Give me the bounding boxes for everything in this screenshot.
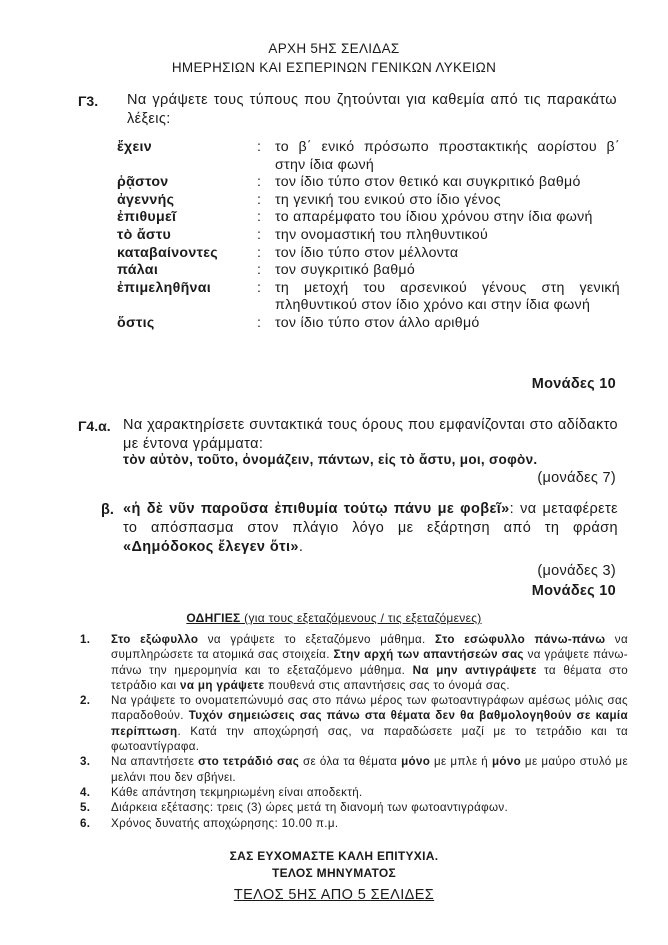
instruction-fragment: να γράψετε το εξεταζόμενο μάθημα.: [198, 633, 436, 646]
instruction-number: 4.: [80, 785, 91, 799]
word: ῥᾷστον: [117, 174, 169, 191]
question-g4a-prompt: Να χαρακτηρίσετε συντακτικά τους όρους που εμφανίζονται στο αδίδακτο με έντονα γράμματα:: [123, 417, 618, 452]
question-g3-prompt: Να γράψετε τους τύπους που ζητούνται για καθεμία από τις παρακάτω λέξεις:: [127, 92, 617, 127]
instructions-title-rest: (για τους εξεταζόμενους / τις εξεταζόμενες): [240, 611, 482, 625]
instruction-fragment: να συμπληρώσετε τα ατομικά σας στοιχεία.: [111, 633, 628, 662]
instruction-text: [111, 632, 628, 693]
instruction-fragment: Κάθε απάντηση τεκμηριωμένη είναι αποδεκτή.: [111, 785, 363, 799]
instruction-item: [80, 785, 628, 800]
instructions-title: [0, 611, 668, 625]
instruction-text: [111, 800, 628, 815]
instruction-emphasis: στο τετράδιό σας: [198, 755, 300, 769]
instruction-text: [111, 754, 628, 785]
word-row: [117, 245, 620, 263]
g4b-instruction: : να μεταφέρετε το απόσπασμα στον πλάγιο λόγο με εξάρτηση από τη φράση: [123, 501, 619, 536]
instruction-fragment: σε όλα τα θέματα: [299, 755, 402, 769]
instruction-emphasis: να μη γράψετε: [180, 678, 265, 692]
word-row: [117, 174, 620, 192]
instruction-fragment: να γράψετε πάνω-πάνω την ημερομηνία και το εξεταζόμενο μάθημα.: [111, 648, 628, 677]
instruction-number: 3.: [80, 755, 91, 769]
instructions-list: [80, 632, 628, 831]
word-row: [117, 192, 620, 210]
word-task: το απαρέμφατο του ίδιου χρόνου στην ίδια φωνή: [275, 209, 593, 226]
instruction-fragment: Να γράψετε το ονοματεπώνυμό σας στο πάνω μέρος των φωτοαντιγράφων αμέσως μόλις σας παραδοθούν.: [111, 694, 628, 723]
colon: :: [257, 279, 262, 296]
closing-end-message: ΤΕΛΟΣ ΜΗΝΥΜΑΤΟΣ: [271, 866, 397, 880]
closing-wishes: ΣΑΣ ΕΥΧΟΜΑΣΤΕ ΚΑΛΗ ΕΠΙΤΥΧΙΑ.: [229, 849, 439, 863]
word: ἀγεννής: [117, 191, 175, 208]
question-g4a-terms: τὸν αὐτὸν, τοῦτο, ὀνομάζειν, πάντων, εἰς τὸ ἄστυ, μοι, σοφὸν.: [123, 452, 538, 467]
instruction-fragment: με μπλε ή: [430, 755, 492, 769]
instruction-emphasis: Στο εσώφυλλο πάνω-πάνω: [435, 633, 606, 646]
instruction-fragment: Να απαντήσετε: [111, 755, 199, 769]
word-task: τον ίδιο τύπο στον άλλο αριθμό: [275, 314, 480, 331]
colon: :: [257, 191, 262, 208]
word-row: [117, 315, 620, 333]
word-row: [117, 280, 620, 315]
instruction-number: 2.: [80, 694, 91, 708]
colon: :: [257, 262, 262, 279]
instruction-text: [111, 816, 628, 831]
word: ἐπιθυμεῖ: [117, 209, 177, 226]
instruction-item: [80, 800, 628, 815]
instruction-item: [80, 632, 628, 693]
instruction-fragment: . Κατά την αποχώρησή σας, να παραδώσετε μαζί με το τετράδιο και τα φωτοαντίγραφα.: [111, 724, 628, 754]
colon: :: [257, 174, 262, 191]
instruction-emphasis: Στην αρχή των απαντήσεών σας: [333, 648, 524, 662]
word-row: [117, 227, 620, 245]
word-task: τον συγκριτικό βαθμό: [275, 262, 416, 279]
instruction-emphasis: Στο εξώφυλλο: [111, 633, 199, 646]
instruction-text: [111, 693, 628, 754]
colon: :: [257, 244, 262, 261]
question-g3-label: Γ3.: [78, 93, 99, 109]
instructions-title-bold: ΟΔΗΓΙΕΣ: [186, 611, 241, 625]
colon: :: [257, 226, 262, 243]
page-header-school: ΗΜΕΡΗΣΙΩΝ ΚΑΙ ΕΣΠΕΡΙΝΩΝ ΓΕΝΙΚΩΝ ΛΥΚΕΙΩΝ: [171, 60, 497, 75]
word: καταβαίνοντες: [117, 244, 218, 261]
instruction-emphasis: Τυχόν σημειώσεις σας πάνω στα θέματα δεν θα βαθμολογηθούν σε καμία περίπτωση: [111, 709, 628, 738]
instruction-item: [80, 693, 628, 754]
question-g4b-label: β.: [101, 502, 114, 518]
g4a-units: (μονάδες 7): [537, 470, 616, 486]
instruction-number: 5.: [80, 801, 91, 815]
instruction-fragment: με μαύρο στυλό με μελάνι που δεν σβήνει.: [111, 755, 628, 784]
instruction-emphasis: Να μην αντιγράψετε: [412, 663, 537, 677]
instruction-fragment: Διάρκεια εξέτασης: τρεις (3) ώρες μετά τη διανομή των φωτοαντιγράφων.: [111, 801, 509, 815]
word-row: [117, 139, 620, 174]
instruction-number: 1.: [80, 633, 91, 646]
word-task: το β΄ ενικό πρόσωπο προστακτικής αορίστου β΄ στην ίδια φωνή: [275, 139, 620, 173]
g4b-end: .: [298, 539, 304, 555]
instruction-fragment: τα θέματα στο τετράδιο και: [111, 663, 628, 692]
instruction-emphasis: μόνο: [491, 755, 522, 769]
word-task: τον ίδιο τύπο στον θετικό και συγκριτικό βαθμό: [275, 174, 581, 191]
instruction-fragment: Χρόνος δυνατής αποχώρησης: 10.00 π.μ.: [111, 816, 339, 830]
word-task: τη γενική του ενικού στο ίδιο γένος: [275, 191, 501, 208]
colon: :: [257, 209, 262, 226]
word-forms-table: [117, 139, 620, 333]
instruction-emphasis: μόνο: [401, 755, 431, 769]
word: ὅστις: [117, 314, 155, 331]
g4b-phrase: «Δημόδοκος ἔλεγεν ὅτι»: [123, 539, 299, 555]
word-row: [117, 209, 620, 227]
g4b-quote: «ἡ δὲ νῦν παροῦσα ἐπιθυμία τούτῳ πάνυ με φοβεῖ»: [123, 501, 510, 517]
word-row: [117, 262, 620, 280]
instruction-item: [80, 754, 628, 785]
question-g4a-label: Γ4.α.: [78, 418, 111, 434]
g3-units: Μονάδες 10: [531, 376, 616, 392]
colon: :: [257, 139, 262, 155]
word-task: τον ίδιο τύπο στον μέλλοντα: [275, 244, 459, 261]
word: πάλαι: [117, 262, 159, 279]
word: ἐπιμεληθῆναι: [117, 279, 211, 296]
word: τὸ ἄστυ: [117, 226, 172, 243]
g4b-units: (μονάδες 3): [537, 563, 616, 579]
question-g4b-prompt: [123, 500, 618, 557]
g4-total-units: Μονάδες 10: [531, 583, 616, 599]
instruction-item: [80, 816, 628, 831]
word-task: την ονομαστική του πληθυντικού: [275, 226, 489, 243]
instruction-fragment: πουθενά στις απαντήσεις σας το όνομά σας.: [264, 678, 510, 692]
instruction-text: [111, 785, 628, 800]
word: ἔχειν: [117, 139, 152, 155]
page-header-start: ΑΡΧΗ 5ΗΣ ΣΕΛΙΔΑΣ: [268, 41, 400, 56]
page-footer: ΤΕΛΟΣ 5ΗΣ ΑΠΟ 5 ΣΕΛΙΔΕΣ: [233, 887, 435, 903]
instruction-number: 6.: [80, 816, 91, 830]
word-task: τη μετοχή του αρσενικού γένους στη γενική πληθυντικού στον ίδιο χρόνο και στην ίδια φωνή: [275, 279, 620, 314]
colon: :: [257, 314, 262, 331]
